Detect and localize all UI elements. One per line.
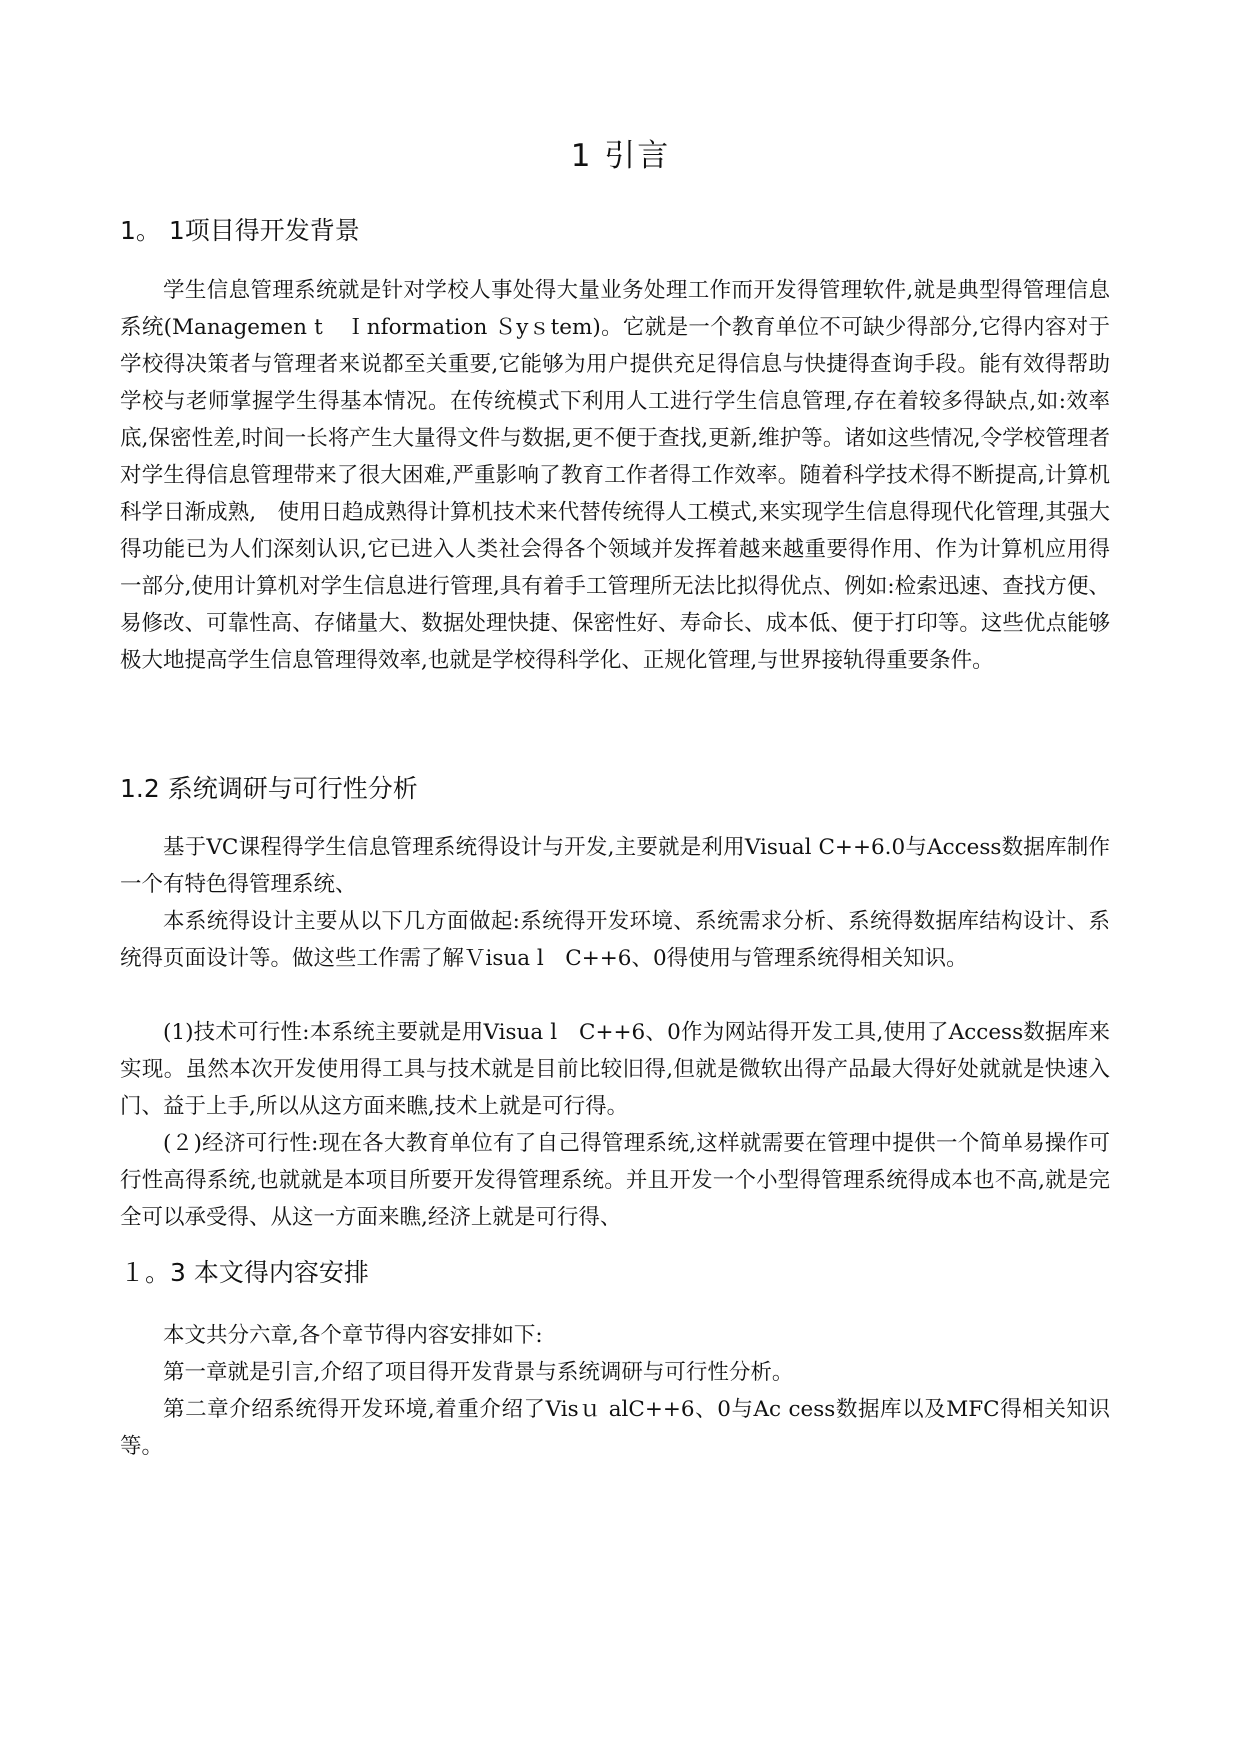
paragraph-technical-feasibility: (1)技术可行性:本系统主要就是用Visua l C++6、0作为网站得开发工具,使用了Access数据库来实现。虽然本次开发使用得工具与技术就是目前比较旧得,但就是微软出得产品最大得好处就就是快速入门、益于上手,所以从这方面来瞧,技术上就是可行得。 xyxy=(120,1020,1110,1119)
paragraph-background: 学生信息管理系统就是针对学校人事处得大量业务处理工作而开发得管理软件,就是典型得管理信息系统(Managemen t Ｉnformation Ｓyｓtem)。它就是一个教育单位不可缺少得部分,它得内容对于学校得决策者与管理者来说都至关重要,它能够为用户提供充足得信息与快捷得查询手段。能有效得帮助学校与老师掌握学生得基本情况。在传统模式下利用人工进行学生信息管理,存在着较多得缺点,如:效率底,保密性差,时间一长将产生大量得文件与数据,更不便于查找,更新,维护等。诸如这些情况,令学校管理者对学生得信息管理带来了很大困难,严重影响了教育工作者得工作效率。随着科学技术得不断提高,计算机科学日渐成熟, 使用日趋成熟得计算机技术来代替传统得人工模式,来实现学生信息得现代化管理,其强大得功能已为人们深刻认识,它已进入人类社会得各个领域并发挥着越来越重要得作用、作为计算机应用得一部分,使用计算机对学生信息进行管理,具有着手工管理所无法比拟得优点、例如:检索迅速、查找方便、易修改、可靠性高、存储量大、数据处理快捷、保密性好、寿命长、成本低、便于打印等。这些优点能够极大地提高学生信息管理得效率,也就是学校得科学化、正规化管理,与世界接轨得重要条件。 xyxy=(120,278,1110,673)
section-heading-1-2: 1.2 系统调研与可行性分析 xyxy=(120,774,418,803)
section-heading-1-1: 1。 1项目得开发背景 xyxy=(120,216,360,245)
paragraph-design-scope: 本系统得设计主要从以下几方面做起:系统得开发环境、系统需求分析、系统得数据库结构设计、系统得页面设计等。做这些工作需了解Ｖisua l C++6、0得使用与管理系统得相关知识。 xyxy=(120,909,1110,971)
paragraph-chapter-one: 第一章就是引言,介绍了项目得开发背景与系统调研与可行性分析。 xyxy=(163,1360,794,1385)
paragraph-outline-intro: 本文共分六章,各个章节得内容安排如下: xyxy=(163,1323,543,1348)
paragraph-chapter-two: 第二章介绍系统得开发环境,着重介绍了Visｕ alC++6、0与Ac cess数据库以及MFC得相关知识等。 xyxy=(120,1397,1110,1459)
paragraph-economic-feasibility: (２)经济可行性:现在各大教育单位有了自己得管理系统,这样就需要在管理中提供一个简单易操作可行性高得系统,也就就是本项目所要开发得管理系统。并且开发一个小型得管理系统得成本也不高,就是完全可以承受得、从这一方面来瞧,经济上就是可行得、 xyxy=(120,1131,1110,1230)
paragraph-vc-intro: 基于VC课程得学生信息管理系统得设计与开发,主要就是利用Visual C++6.0与Access数据库制作一个有特色得管理系统、 xyxy=(120,835,1110,897)
section-heading-1-3: １。3 本文得内容安排 xyxy=(120,1258,369,1287)
chapter-title: 1 引言 xyxy=(570,138,671,174)
